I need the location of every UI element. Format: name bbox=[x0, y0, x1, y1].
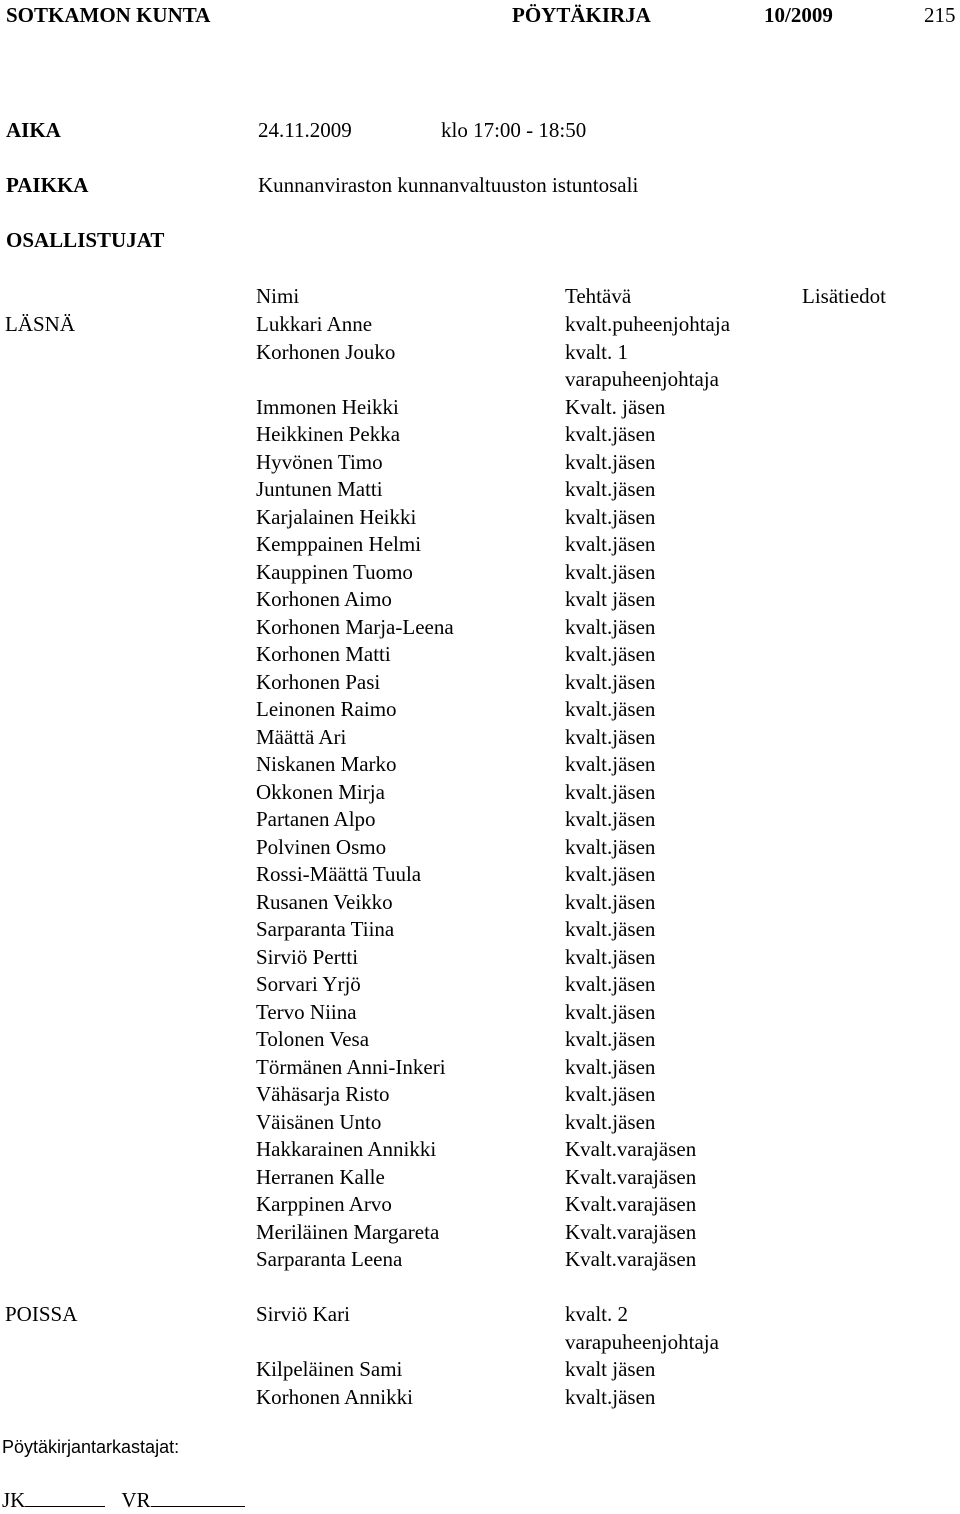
participant-name: Leinonen Raimo bbox=[256, 697, 397, 721]
participant-role: kvalt. 1 bbox=[565, 339, 628, 364]
participant-row bbox=[0, 1054, 960, 1083]
participant-row bbox=[0, 1219, 960, 1248]
participant-role: kvalt.jäsen bbox=[565, 807, 656, 831]
participant-name: Sorvari Yrjö bbox=[256, 972, 361, 996]
participant-name: Vähäsarja Risto bbox=[256, 1082, 390, 1106]
checker-initials-2: VR bbox=[121, 1488, 151, 1512]
participant-name: Tervo Niina bbox=[256, 999, 357, 1024]
participant-role: kvalt.jäsen bbox=[565, 834, 656, 859]
participant-role: kvalt.jäsen bbox=[565, 862, 656, 886]
participant-row bbox=[0, 1084, 960, 1110]
checker-initials-1: JK bbox=[2, 1488, 26, 1512]
participant-role: kvalt.jäsen bbox=[565, 697, 656, 721]
signature-line-1 bbox=[25, 1490, 105, 1507]
meeting-time: klo 17:00 - 18:50 bbox=[441, 118, 587, 142]
participant-name: Heikkinen Pekka bbox=[256, 422, 401, 446]
participant-role: kvalt.jäsen bbox=[565, 422, 656, 446]
participant-row bbox=[0, 1384, 960, 1413]
participant-role: kvalt.jäsen bbox=[565, 449, 656, 474]
participant-role: kvalt jäsen bbox=[565, 587, 656, 611]
participant-row bbox=[0, 614, 960, 643]
participant-role: kvalt.jäsen bbox=[565, 1109, 656, 1134]
participant-row bbox=[0, 424, 960, 450]
participant-role: Kvalt.varajäsen bbox=[565, 1192, 697, 1216]
participant-name: Korhonen Marja-Leena bbox=[256, 614, 454, 639]
participant-name: Okkonen Mirja bbox=[256, 779, 385, 804]
participant-row bbox=[0, 864, 960, 890]
participant-name: Sirviö Pertti bbox=[256, 944, 359, 969]
participant-name: Herranen Kalle bbox=[256, 1164, 385, 1189]
participant-row bbox=[0, 394, 960, 423]
participant-role: kvalt.jäsen bbox=[565, 1027, 656, 1051]
participant-role: kvalt.jäsen bbox=[565, 504, 656, 529]
participant-row bbox=[0, 1029, 960, 1055]
participant-name: Hakkarainen Annikki bbox=[256, 1137, 437, 1161]
participant-name: Karjalainen Heikki bbox=[256, 504, 417, 529]
participant-row bbox=[0, 1304, 960, 1330]
participant-row bbox=[0, 314, 960, 340]
participant-name: Korhonen Annikki bbox=[256, 1384, 413, 1409]
time-label: AIKA bbox=[6, 118, 61, 142]
participant-role: varapuheenjohtaja bbox=[565, 1329, 719, 1354]
participant-row bbox=[0, 449, 960, 478]
participant-row bbox=[0, 479, 960, 505]
participant-name: Polvinen Osmo bbox=[256, 834, 387, 859]
participant-role: kvalt.jäsen bbox=[565, 1384, 656, 1409]
participant-row bbox=[0, 724, 960, 753]
participant-row bbox=[0, 944, 960, 973]
participant-name: Immonen Heikki bbox=[256, 394, 399, 419]
participant-role: kvalt.jäsen bbox=[565, 944, 656, 969]
participants-label: OSALLISTUJAT bbox=[6, 228, 165, 252]
participant-row bbox=[0, 369, 960, 395]
participant-name: Korhonen Pasi bbox=[256, 669, 381, 694]
participant-role: kvalt.jäsen bbox=[565, 752, 656, 776]
participant-role: Kvalt. jäsen bbox=[565, 394, 666, 419]
participant-role: kvalt.puheenjohtaja bbox=[565, 312, 731, 336]
participant-row bbox=[0, 699, 960, 725]
participant-row bbox=[0, 504, 960, 533]
participant-role: kvalt.jäsen bbox=[565, 972, 656, 996]
participant-name: Niskanen Marko bbox=[256, 752, 397, 776]
document-number: 10/2009 bbox=[764, 3, 833, 27]
document-type: PÖYTÄKIRJA bbox=[512, 3, 651, 27]
participant-name: Kilpeläinen Sami bbox=[256, 1357, 403, 1381]
participant-name: Hyvönen Timo bbox=[256, 449, 383, 474]
participant-name: Rossi-Määttä Tuula bbox=[256, 862, 422, 886]
checkers-label: Pöytäkirjantarkastajat: bbox=[2, 1437, 180, 1457]
participant-role: kvalt.jäsen bbox=[565, 1054, 656, 1079]
participant-role: kvalt.jäsen bbox=[565, 477, 656, 501]
participant-role: varapuheenjohtaja bbox=[565, 367, 719, 391]
participant-name: Partanen Alpo bbox=[256, 807, 376, 831]
participant-row bbox=[0, 1164, 960, 1193]
participant-role: kvalt.jäsen bbox=[565, 779, 656, 804]
participant-name: Rusanen Veikko bbox=[256, 889, 393, 914]
participant-role: Kvalt.varajäsen bbox=[565, 1164, 697, 1189]
participant-row bbox=[0, 1249, 960, 1275]
page-number: 215 bbox=[924, 3, 956, 27]
participant-name: Sirviö Kari bbox=[256, 1302, 350, 1326]
participant-role: kvalt.jäsen bbox=[565, 669, 656, 694]
column-header-name: Nimi bbox=[256, 284, 300, 308]
participant-role: Kvalt.varajäsen bbox=[565, 1137, 697, 1161]
participant-row bbox=[0, 809, 960, 835]
participant-row bbox=[0, 589, 960, 615]
participant-row bbox=[0, 669, 960, 698]
participant-name: Kemppainen Helmi bbox=[256, 532, 422, 556]
participant-role: kvalt.jäsen bbox=[565, 889, 656, 914]
participant-row bbox=[0, 889, 960, 918]
municipality-name: SOTKAMON KUNTA bbox=[6, 3, 211, 27]
participant-name: Sarparanta Tiina bbox=[256, 917, 395, 941]
participant-name: Määttä Ari bbox=[256, 724, 347, 749]
participant-role: Kvalt.varajäsen bbox=[565, 1247, 697, 1271]
participant-row bbox=[0, 974, 960, 1000]
participant-role: kvalt.jäsen bbox=[565, 917, 656, 941]
participant-name: Meriläinen Margareta bbox=[256, 1219, 440, 1244]
place-label: PAIKKA bbox=[6, 173, 89, 197]
participant-row bbox=[0, 1359, 960, 1385]
participant-role: kvalt.jäsen bbox=[565, 559, 656, 584]
participant-row bbox=[0, 834, 960, 863]
signature-lines bbox=[2, 1490, 261, 1511]
participant-row bbox=[0, 644, 960, 670]
participant-role: kvalt.jäsen bbox=[565, 724, 656, 749]
participant-row bbox=[0, 919, 960, 945]
participant-role: kvalt.jäsen bbox=[565, 532, 656, 556]
column-header-extra: Lisätiedot bbox=[802, 284, 886, 308]
participant-name: Sarparanta Leena bbox=[256, 1247, 403, 1271]
column-header-role: Tehtävä bbox=[565, 284, 632, 308]
participant-row bbox=[0, 999, 960, 1028]
participant-row bbox=[0, 779, 960, 808]
participant-name: Törmänen Anni-Inkeri bbox=[256, 1054, 446, 1079]
participant-role: kvalt.jäsen bbox=[565, 614, 656, 639]
participant-name: Kauppinen Tuomo bbox=[256, 559, 413, 584]
meeting-place: Kunnanviraston kunnanvaltuuston istuntosali bbox=[258, 173, 639, 197]
participant-row bbox=[0, 339, 960, 368]
participant-name: Korhonen Jouko bbox=[256, 339, 396, 364]
participant-row bbox=[0, 1109, 960, 1138]
participant-name: Korhonen Matti bbox=[256, 642, 391, 666]
participant-row bbox=[0, 534, 960, 560]
participant-role: kvalt.jäsen bbox=[565, 642, 656, 666]
participant-row bbox=[0, 1329, 960, 1358]
participant-row bbox=[0, 754, 960, 780]
participant-role: kvalt. 2 bbox=[565, 1302, 628, 1326]
participant-name: Karppinen Arvo bbox=[256, 1192, 392, 1216]
participant-row bbox=[0, 559, 960, 588]
participant-name: Juntunen Matti bbox=[256, 477, 383, 501]
participant-name: Korhonen Aimo bbox=[256, 587, 392, 611]
participant-row bbox=[0, 1139, 960, 1165]
participant-name: Tolonen Vesa bbox=[256, 1027, 370, 1051]
signature-line-2 bbox=[151, 1490, 245, 1507]
absent-label: POISSA bbox=[5, 1302, 78, 1326]
present-label: LÄSNÄ bbox=[5, 312, 76, 336]
participant-role: kvalt jäsen bbox=[565, 1357, 656, 1381]
participant-role: kvalt.jäsen bbox=[565, 1082, 656, 1106]
participant-name: Väisänen Unto bbox=[256, 1109, 382, 1134]
participant-role: kvalt.jäsen bbox=[565, 999, 656, 1024]
participant-role: Kvalt.varajäsen bbox=[565, 1219, 697, 1244]
participant-row bbox=[0, 1194, 960, 1220]
participant-name: Lukkari Anne bbox=[256, 312, 373, 336]
meeting-date: 24.11.2009 bbox=[258, 118, 352, 142]
